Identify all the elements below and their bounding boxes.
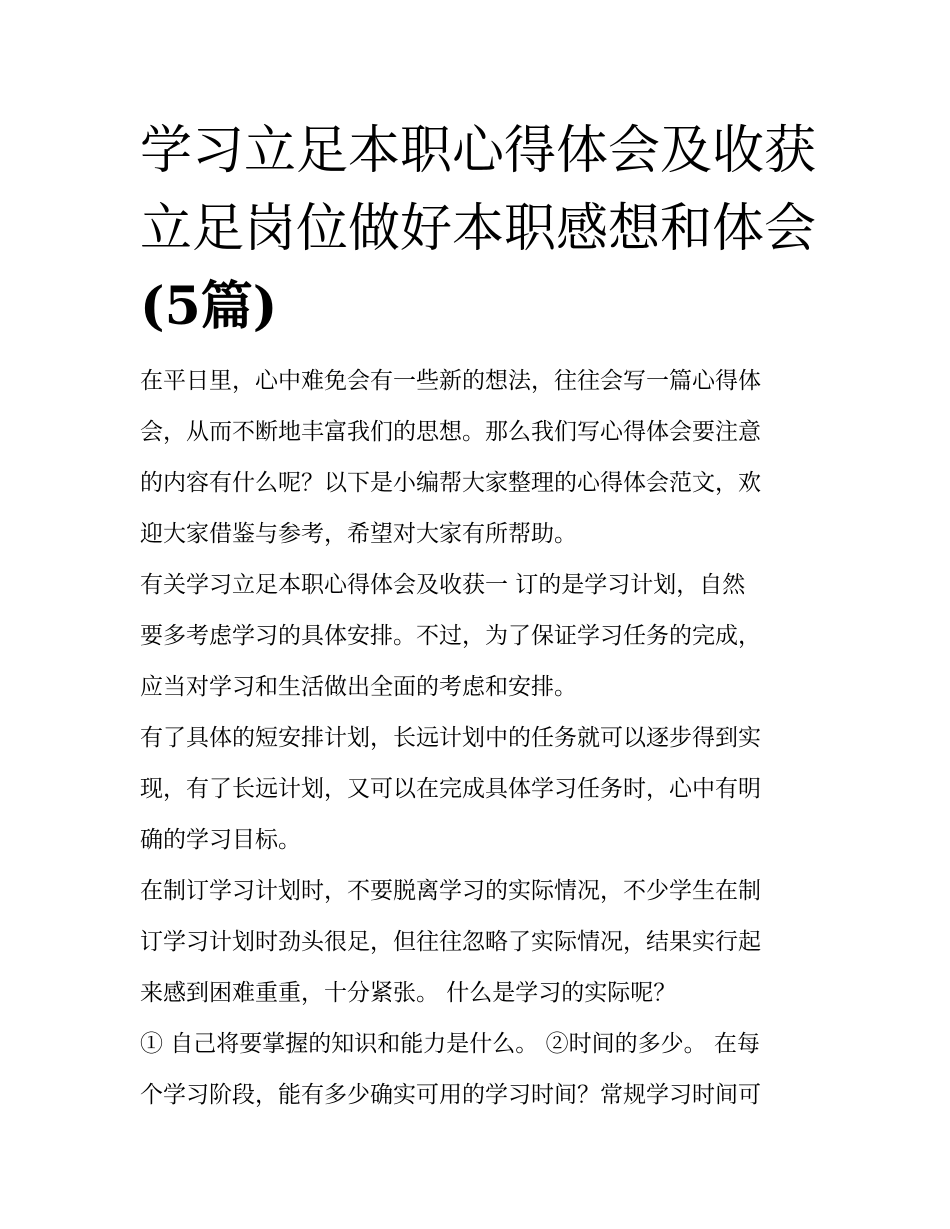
body-line: 的内容有什么呢？以下是小编帮大家整理的心得体会范文，欢 xyxy=(140,470,761,496)
body-line: 订学习计划时劲头很足，但往往忽略了实际情况，结果实行起 xyxy=(140,929,761,955)
body-line: 来感到困难重重，十分紧张。 什么是学习的实际呢？ xyxy=(140,980,677,1006)
body-line: 现，有了长远计划，又可以在完成具体学习任务时，心中有明 xyxy=(140,776,761,802)
body-line: ① 自己将要掌握的知识和能力是什么。 ②时间的多少。 在每 xyxy=(140,1031,760,1057)
body-line: 迎大家借鉴与参考，希望对大家有所帮助。 xyxy=(140,521,577,547)
body-line: 确的学习目标。 xyxy=(140,827,301,853)
title-line: 学习立足本职心得体会及收获 xyxy=(140,121,817,181)
body-line: 个学习阶段，能有多少确实可用的学习时间？常规学习时间可 xyxy=(140,1082,761,1108)
body-line: 有了具体的短安排计划，长远计划中的任务就可以逐步得到实 xyxy=(140,725,761,751)
body-line: 应当对学习和生活做出全面的考虑和安排。 xyxy=(140,674,577,700)
body-line: 在制订学习计划时，不要脱离学习的实际情况，不少学生在制 xyxy=(140,878,761,904)
title-line: 立足岗位做好本职感想和体会 xyxy=(140,199,817,259)
title-line: (5篇) xyxy=(140,276,278,337)
body-line: 要多考虑学习的具体安排。不过，为了保证学习任务的完成， xyxy=(140,623,761,649)
document-title xyxy=(140,112,820,346)
body-line: 在平日里，心中难免会有一些新的想法，往往会写一篇心得体 xyxy=(140,368,761,394)
document-body xyxy=(140,356,820,1121)
body-line: 会，从而不断地丰富我们的思想。那么我们写心得体会要注意 xyxy=(140,419,761,445)
body-line: 有关学习立足本职心得体会及收获一 订的是学习计划，自然 xyxy=(140,572,746,598)
